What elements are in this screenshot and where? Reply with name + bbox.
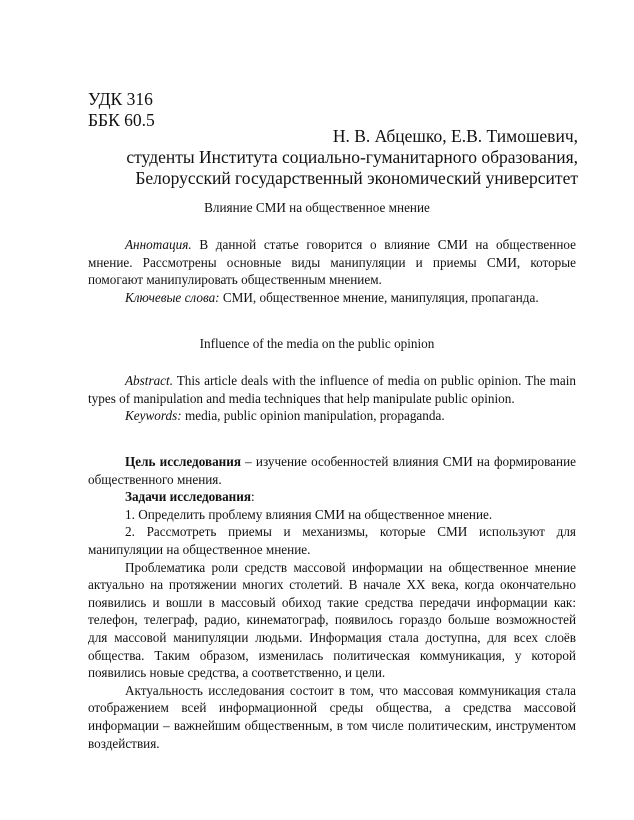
body-paragraph-1: Проблематика роли средств массовой информации на общественное мнение актуально на протяжении многих столетий. В начале XX века, когда окончательно появились и вошли в массовый обиход такие средства передачи информации как: телефон, телеграф, радио, кинематограф, появилось гораздо больше возможностей для массовой манипуляции людьми. Информация стала доступна, для всех слоёв общества. Таким образом, изменилась политическая коммуникация, у которой появились новые средства, а соответственно, и цели. [88,559,576,681]
tasks-colon: : [251,489,255,505]
annotation-text: В данной статье говорится о влияние СМИ на общественное мнение. Рассмотрены основные виды манипуляции и приемы СМИ, которые помогают манипулировать общественным мнением. [88,237,576,288]
tasks-heading [88,488,576,506]
abstract-label: Abstract. [125,373,173,388]
annotation-paragraph [88,236,576,289]
author-affiliation-line2: Белорусский государственный экономический университет [135,168,578,188]
udk-code: УДК 316 [88,89,153,109]
authors-block [126,126,578,189]
article-title-ru: Влияние СМИ на общественное мнение [204,200,430,215]
goal-paragraph [88,453,576,488]
annotation-ru [88,236,576,306]
body-paragraph-2: Актуальность исследования состоит в том, что массовая коммуникация стала отображением всей информационной среды общества, а средства массовой информации – важнейшим общественным, в том числе политическим, инструментом воздействия. [88,682,576,751]
abstract-en [88,372,576,425]
author-names: Н. В. Абцешко, Е.В. Тимошевич, [332,126,578,146]
goal-label: Цель исследования [125,454,242,469]
bbk-code: ББК 60.5 [88,110,155,130]
task-item-2: 2. Рассмотреть приемы и механизмы, которые СМИ используют для манипуляции на общественное мнение. [88,524,576,557]
abstract-text: This article deals with the influence of media on public opinion. The main types of manipulation and media techniques that help manipulate public opinion. [88,373,576,406]
author-affiliation-line1: студенты Института социально-гуманитарного образования, [126,147,578,167]
annotation-label: Аннотация. [125,237,192,252]
task-item-1: 1. Определить проблему влияния СМИ на общественное мнение. [125,506,493,522]
article-title-en: Influence of the media on the public opinion [199,336,435,351]
goal-text: – изучение особенностей влияния СМИ на формирование общественного мнения. [88,454,576,487]
keywords-en-text: media, public opinion manipulation, propaganda. [181,408,445,424]
classification-codes [88,89,155,131]
keywords-en-paragraph [88,407,576,425]
keywords-ru-text: СМИ, общественное мнение, манипуляция, пропаганда. [219,289,539,305]
article-body [88,453,576,752]
tasks-label: Задачи исследования [125,489,251,505]
keywords-en-label: Keywords: [125,408,182,424]
abstract-paragraph [88,372,576,407]
keywords-ru-paragraph [88,289,576,307]
keywords-ru-label: Ключевые слова: [125,289,220,305]
